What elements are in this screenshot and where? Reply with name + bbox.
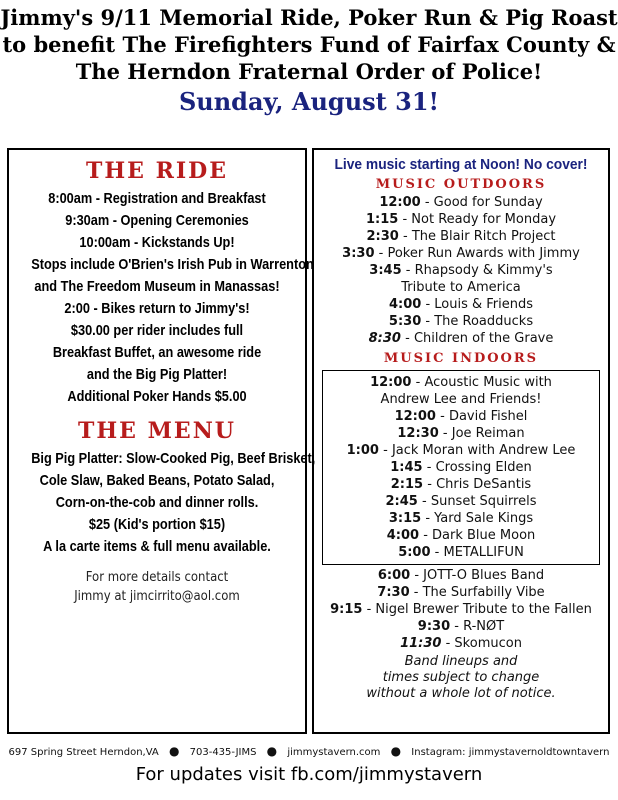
schedule-entry bbox=[314, 279, 608, 296]
menu-line: Cole Slaw, Baked Beans, Potato Salad, bbox=[39, 472, 275, 489]
bullet-icon: ● bbox=[390, 744, 402, 758]
indoors-heading: MUSIC INDOORS bbox=[383, 351, 539, 366]
separator: - bbox=[421, 314, 435, 329]
schedule-time: 4:00 bbox=[388, 297, 422, 312]
separator: - bbox=[421, 511, 435, 526]
outdoors-heading: MUSIC OUTDOORS bbox=[375, 177, 547, 192]
separator: - bbox=[362, 602, 376, 617]
schedule-time: 8:30 bbox=[368, 331, 401, 346]
separator: - bbox=[423, 477, 437, 492]
separator: - bbox=[450, 619, 464, 634]
ride-line: 10:00am - Kickstands Up! bbox=[79, 234, 235, 251]
schedule-time: 5:30 bbox=[388, 314, 422, 329]
separator: - bbox=[422, 460, 436, 475]
indoors-box bbox=[322, 370, 600, 565]
schedule-act: Joe Reiman bbox=[451, 426, 525, 441]
schedule-act: Jack Moran with Andrew Lee bbox=[391, 443, 576, 458]
schedule-entry bbox=[323, 476, 599, 493]
contact-email[interactable]: Jimmy at jimcirrito@aol.com bbox=[74, 589, 240, 604]
schedule-time: 2:15 bbox=[390, 477, 424, 492]
note-line: Band lineups and bbox=[404, 654, 518, 669]
ride-line: Additional Poker Hands $5.00 bbox=[67, 388, 247, 405]
schedule-act: Rhapsody & Kimmy's bbox=[414, 263, 553, 278]
schedule-act: METALLIFUN bbox=[443, 545, 524, 560]
schedule-act: Tribute to America bbox=[401, 280, 521, 295]
separator: - bbox=[400, 331, 414, 346]
separator: - bbox=[401, 263, 415, 278]
separator: - bbox=[417, 494, 431, 509]
schedule-act: The Blair Ritch Project bbox=[411, 229, 556, 244]
schedule-time: 3:45 bbox=[369, 263, 402, 278]
schedule-time: 12:30 bbox=[397, 426, 439, 441]
header-line-2: to benefit The Firefighters Fund of Fairfax County & bbox=[2, 32, 616, 57]
schedule-entry bbox=[323, 374, 599, 391]
schedule-time: 1:00 bbox=[346, 443, 379, 458]
event-header bbox=[0, 4, 618, 117]
ride-menu-panel bbox=[7, 148, 316, 734]
schedule-time: 9:30 bbox=[417, 619, 451, 634]
schedule-entry bbox=[314, 211, 608, 228]
schedule-entry bbox=[314, 228, 608, 245]
bullet-icon: ● bbox=[266, 744, 278, 758]
schedule-time: 1:45 bbox=[390, 460, 423, 475]
schedule-act: The Surfabilly Vibe bbox=[422, 585, 545, 600]
separator: - bbox=[438, 426, 452, 441]
schedule-entry bbox=[323, 544, 599, 561]
separator: - bbox=[410, 568, 424, 583]
schedule-entry bbox=[323, 527, 599, 544]
separator: - bbox=[398, 212, 412, 227]
schedule-time: 1:15 bbox=[365, 212, 399, 227]
ride-line: 9:30am - Opening Ceremonies bbox=[65, 212, 249, 229]
header-line-1: Jimmy's 9/11 Memorial Ride, Poker Run & Pig Roast bbox=[0, 5, 618, 30]
schedule-entry bbox=[314, 567, 608, 584]
schedule-time: 12:00 bbox=[394, 409, 436, 424]
schedule-time: 6:00 bbox=[377, 568, 411, 583]
schedule-time: 9:15 bbox=[330, 602, 363, 617]
schedule-act: Crossing Elden bbox=[435, 460, 532, 475]
event-date: Sunday, August 31! bbox=[178, 87, 440, 116]
header-line-3: The Herndon Fraternal Order of Police! bbox=[75, 59, 543, 84]
schedule-act: The Roadducks bbox=[434, 314, 534, 329]
schedule-entry bbox=[323, 408, 599, 425]
schedule-note bbox=[314, 654, 608, 702]
schedule-entry bbox=[323, 425, 599, 442]
bullet-icon: ● bbox=[168, 744, 180, 758]
schedule-act: Louis & Friends bbox=[434, 297, 534, 312]
schedule-act: JOTT-O Blues Band bbox=[423, 568, 545, 583]
schedule-act: R-NØT bbox=[463, 619, 505, 634]
schedule-act: Nigel Brewer Tribute to the Fallen bbox=[375, 602, 592, 617]
footer-phone: 703-435-JIMS bbox=[189, 747, 257, 758]
separator: - bbox=[398, 229, 412, 244]
schedule-entry bbox=[323, 510, 599, 527]
schedule-act: Acoustic Music with bbox=[424, 375, 552, 390]
schedule-entry bbox=[314, 194, 608, 211]
schedule-time: 3:15 bbox=[388, 511, 422, 526]
ride-line: and The Freedom Museum in Manassas! bbox=[34, 278, 280, 295]
separator: - bbox=[419, 528, 433, 543]
schedule-time: 2:30 bbox=[366, 229, 399, 244]
evening-list bbox=[314, 567, 608, 652]
schedule-act: Poker Run Awards with Jimmy bbox=[387, 246, 580, 261]
separator: - bbox=[409, 585, 423, 600]
note-line: without a whole lot of notice. bbox=[366, 686, 556, 701]
ride-line: Breakfast Buffet, an awesome ride bbox=[52, 344, 262, 361]
schedule-act: Good for Sunday bbox=[433, 195, 543, 210]
menu-line: Big Pig Platter: Slow-Cooked Pig, Beef Brisket, bbox=[31, 450, 316, 467]
ride-line: $30.00 per rider includes full bbox=[70, 322, 244, 339]
separator: - bbox=[411, 375, 425, 390]
schedule-time: 2:45 bbox=[385, 494, 418, 509]
separator: - bbox=[374, 246, 388, 261]
menu-line: Corn-on-the-cob and dinner rolls. bbox=[55, 494, 259, 511]
schedule-time: 12:00 bbox=[379, 195, 421, 210]
menu-line: $25 (Kid's portion $15) bbox=[88, 516, 226, 533]
footer-instagram: Instagram: jimmystavernoldtowntavern bbox=[411, 747, 610, 758]
schedule-entry bbox=[314, 330, 608, 347]
schedule-act: Chris DeSantis bbox=[436, 477, 532, 492]
menu-line: A la carte items & full menu available. bbox=[43, 538, 271, 555]
separator: - bbox=[430, 545, 444, 560]
schedule-act: Andrew Lee and Friends! bbox=[380, 392, 542, 407]
separator: - bbox=[420, 195, 434, 210]
schedule-time: 4:00 bbox=[386, 528, 420, 543]
ride-line: and the Big Pig Platter! bbox=[86, 366, 228, 383]
schedule-act: Children of the Grave bbox=[413, 331, 554, 346]
outdoors-list bbox=[314, 194, 608, 347]
schedule-time: 12:00 bbox=[370, 375, 412, 390]
contact-info bbox=[24, 568, 290, 606]
music-panel bbox=[312, 148, 610, 734]
separator: - bbox=[441, 636, 455, 651]
schedule-entry bbox=[314, 245, 608, 262]
updates-link[interactable]: For updates visit fb.com/jimmystavern bbox=[135, 764, 483, 785]
schedule-time: 5:00 bbox=[398, 545, 431, 560]
separator: - bbox=[421, 297, 435, 312]
note-line: times subject to change bbox=[382, 670, 540, 685]
schedule-act: Yard Sale Kings bbox=[434, 511, 534, 526]
footer-website[interactable]: jimmystavern.com bbox=[287, 747, 381, 758]
schedule-entry bbox=[323, 459, 599, 476]
footer-contact bbox=[0, 744, 618, 758]
schedule-act: Sunset Squirrels bbox=[430, 494, 537, 509]
schedule-entry bbox=[314, 618, 608, 635]
schedule-time: 3:30 bbox=[342, 246, 375, 261]
ride-line: Stops include O'Brien's Irish Pub in Warrenton bbox=[31, 256, 314, 273]
schedule-time: 7:30 bbox=[377, 585, 410, 600]
schedule-entry bbox=[323, 493, 599, 510]
contact-line: For more details contact bbox=[85, 570, 229, 585]
ride-line: 8:00am - Registration and Breakfast bbox=[48, 190, 266, 207]
schedule-act: Skomucon bbox=[454, 636, 522, 651]
schedule-entry bbox=[323, 442, 599, 459]
schedule-time: 11:30 bbox=[400, 636, 442, 651]
separator: - bbox=[435, 409, 449, 424]
schedule-entry bbox=[314, 635, 608, 652]
schedule-act: David Fishel bbox=[448, 409, 528, 424]
schedule-act: Not Ready for Monday bbox=[411, 212, 557, 227]
menu-heading: THE MENU bbox=[77, 418, 236, 444]
schedule-entry bbox=[323, 391, 599, 408]
separator: - bbox=[378, 443, 392, 458]
schedule-act: Dark Blue Moon bbox=[432, 528, 536, 543]
schedule-entry bbox=[314, 262, 608, 279]
footer-address: 697 Spring Street Herndon,VA bbox=[8, 747, 159, 758]
schedule-entry bbox=[314, 313, 608, 330]
schedule-entry bbox=[314, 584, 608, 601]
schedule-entry bbox=[314, 296, 608, 313]
ride-heading: THE RIDE bbox=[85, 158, 228, 184]
indoors-list bbox=[323, 374, 599, 561]
ride-line: 2:00 - Bikes return to Jimmy's! bbox=[64, 300, 250, 317]
live-music-headline: Live music starting at Noon! No cover! bbox=[334, 156, 588, 173]
schedule-entry bbox=[314, 601, 608, 618]
